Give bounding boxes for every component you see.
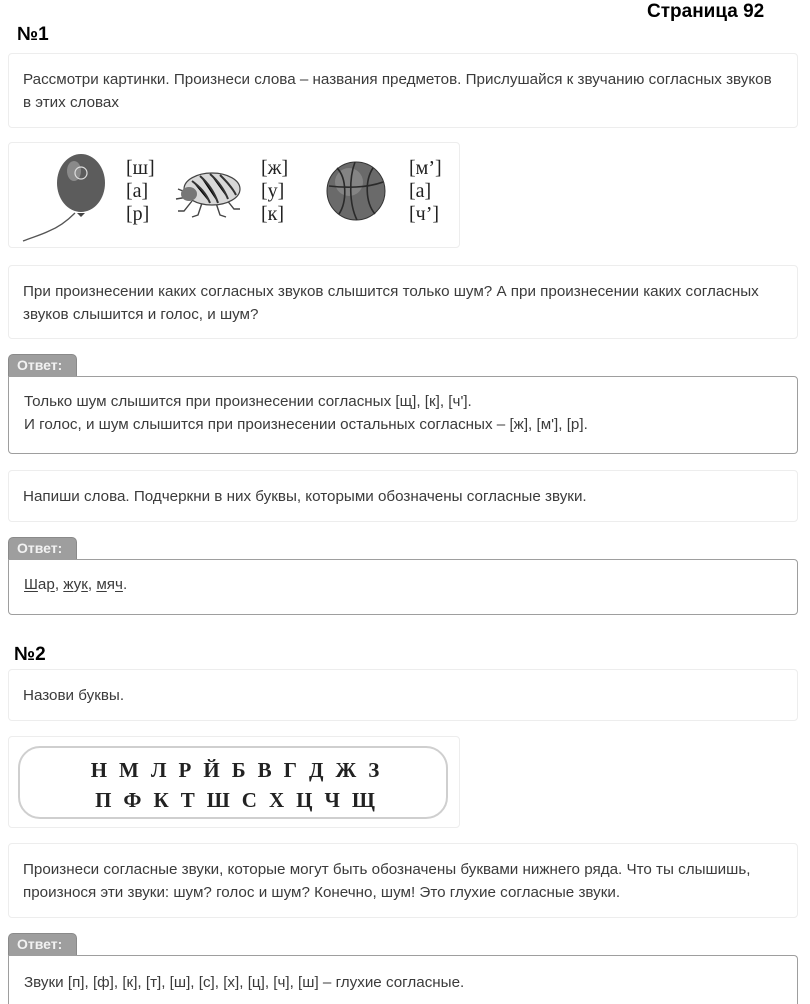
letter: Р bbox=[178, 758, 192, 782]
answer-label: Ответ: bbox=[8, 354, 77, 376]
letter: Щ bbox=[351, 788, 375, 812]
task-text: Рассмотри картинки. Произнеси слова – названия предметов. Прислушайся к звучанию согласных звуков в этих словах bbox=[23, 71, 772, 111]
sound: [ж] bbox=[261, 157, 289, 179]
underlined-letter: м bbox=[96, 576, 107, 593]
letter: С bbox=[241, 788, 257, 812]
exercise-1-task-2 bbox=[8, 265, 798, 339]
letter: Ф bbox=[123, 788, 142, 812]
answer-line: И голос, и шум слышится при произнесении остальных согласных – [ж], [м'], [р]. bbox=[24, 415, 588, 433]
letter: Х bbox=[268, 788, 285, 812]
letter: К bbox=[153, 788, 169, 812]
sounds-beetle bbox=[261, 157, 288, 226]
task-text: Произнеси согласные звуки, которые могут быть обозначены буквами нижнего ряда. Что ты слышишь, произнося эти звуки: шум? голос и шум? Конечно, шум! Это глухие согласные звуки. bbox=[23, 861, 751, 901]
letter: Д bbox=[308, 758, 324, 782]
exercise-1-number: №1 bbox=[17, 24, 49, 45]
underlined-letter: р bbox=[46, 576, 55, 593]
page-number: Страница 92 bbox=[647, 1, 765, 22]
sound: [ш] bbox=[126, 157, 155, 179]
answer-label: Ответ: bbox=[8, 933, 77, 955]
task-text: Назови буквы. bbox=[23, 687, 125, 704]
separator: , bbox=[54, 576, 64, 593]
task-text: При произнесении каких согласных звуков слышится только шум? А при произнесении каких согласных звуков слышится и голос, и шум? bbox=[23, 283, 759, 323]
letter: Г bbox=[283, 758, 297, 782]
sounds-balloon bbox=[126, 157, 155, 226]
sound: [а] bbox=[409, 180, 432, 202]
underlined-letter: ч bbox=[115, 576, 123, 593]
sound: [к] bbox=[261, 203, 285, 225]
letters-bottom-row bbox=[20, 788, 450, 813]
letters-frame bbox=[18, 746, 448, 819]
letter: Ш bbox=[206, 788, 230, 812]
letter: Н bbox=[90, 758, 108, 782]
sound: [ч’] bbox=[409, 203, 440, 225]
answer-line: Только шум слышится при произнесении согласных [щ], [к], [ч']. bbox=[24, 393, 472, 410]
letter: П bbox=[95, 788, 112, 812]
end-mark: . bbox=[122, 576, 128, 593]
beetle-icon bbox=[172, 167, 244, 219]
letter: Ж bbox=[335, 758, 357, 782]
balloon-icon bbox=[19, 151, 109, 243]
sound: [у] bbox=[261, 180, 285, 202]
task-text: Напиши слова. Подчеркни в них буквы, которыми обозначены согласные звуки. bbox=[23, 488, 587, 505]
letter: В bbox=[257, 758, 272, 782]
exercise-2-task-1 bbox=[8, 669, 798, 721]
answer-box-2 bbox=[8, 559, 798, 615]
letter: М bbox=[119, 758, 139, 782]
letter: Ц bbox=[296, 788, 313, 812]
underlined-letter: ж bbox=[63, 576, 74, 593]
letter: Ч bbox=[324, 788, 340, 812]
letter: Й bbox=[203, 758, 220, 782]
answer-words bbox=[24, 574, 782, 597]
sounds-ball bbox=[409, 157, 442, 226]
answer-label: Ответ: bbox=[8, 537, 77, 559]
answer-box-1 bbox=[8, 376, 798, 454]
letter: я bbox=[106, 576, 116, 593]
underlined-letter: к bbox=[81, 576, 88, 593]
ball-icon bbox=[325, 160, 387, 222]
letter: Б bbox=[231, 758, 246, 782]
exercise-1-task-1 bbox=[8, 53, 798, 128]
exercise-1-task-3 bbox=[8, 470, 798, 522]
answer-box-3 bbox=[8, 955, 798, 1004]
sound: [м’] bbox=[409, 157, 442, 179]
underlined-letter: Ш bbox=[24, 576, 38, 593]
exercise-1-illustration bbox=[8, 142, 460, 248]
separator: , bbox=[87, 576, 97, 593]
answer-line: Звуки [п], [ф], [к], [т], [ш], [с], [х], [ц], [ч], [ш] – глухие согласные. bbox=[24, 974, 465, 991]
letter: а bbox=[37, 576, 47, 593]
exercise-2-number: №2 bbox=[14, 644, 46, 665]
letter: Т bbox=[180, 788, 195, 812]
sound: [р] bbox=[126, 203, 150, 225]
sound: [а] bbox=[126, 180, 149, 202]
letter: Л bbox=[150, 758, 167, 782]
exercise-2-task-2 bbox=[8, 843, 798, 918]
letter: З bbox=[368, 758, 380, 782]
letter: у bbox=[73, 576, 82, 593]
letters-top-row bbox=[20, 758, 450, 783]
